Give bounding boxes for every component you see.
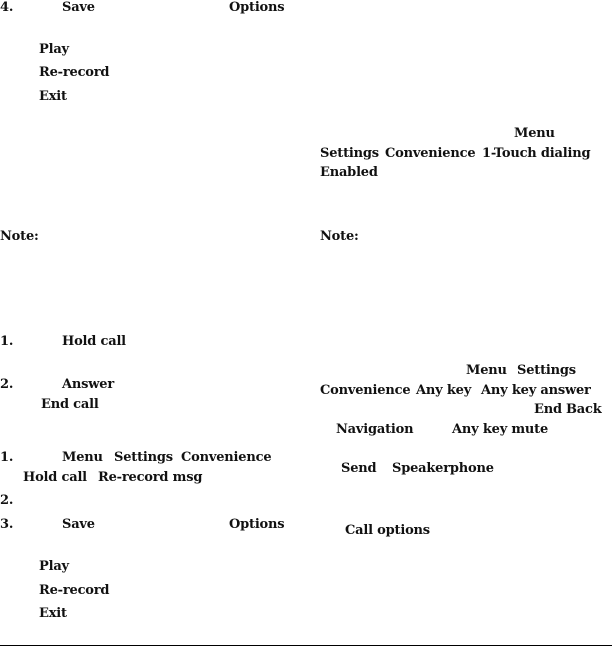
settings-label: Settings <box>114 450 173 465</box>
call-options-label: Call options <box>345 523 430 538</box>
save-label: Save <box>62 517 95 532</box>
option-re-record: Re-record <box>39 65 110 80</box>
step-number: 2. <box>0 377 14 392</box>
hold-call-label: Hold call <box>62 334 126 349</box>
step-number: 3. <box>0 517 14 532</box>
option-play: Play <box>39 559 69 574</box>
step-number: 4. <box>0 0 14 15</box>
options-label: Options <box>229 0 285 15</box>
one-touch-dialing-label: 1-Touch dialing <box>482 146 591 161</box>
speakerphone-label: Speakerphone <box>392 461 494 476</box>
settings-label: Settings <box>320 146 379 161</box>
any-key-mute-label: Any key mute <box>452 422 549 437</box>
options-label: Options <box>229 517 285 532</box>
settings-label: Settings <box>517 363 576 378</box>
step-number: 2. <box>0 493 14 508</box>
option-exit: Exit <box>39 89 67 104</box>
any-key-label: Any key <box>416 383 472 398</box>
page-divider <box>0 645 612 646</box>
hold-call-label: Hold call <box>23 470 87 485</box>
send-label: Send <box>341 461 377 476</box>
option-play: Play <box>39 42 69 57</box>
note-label: Note: <box>320 229 359 244</box>
convenience-label: Convenience <box>385 146 476 161</box>
convenience-label: Convenience <box>181 450 272 465</box>
back-label: Back <box>566 402 602 417</box>
any-key-answer-label: Any key answer <box>481 383 591 398</box>
option-exit: Exit <box>39 606 67 621</box>
save-label: Save <box>62 0 95 15</box>
end-label: End <box>534 402 562 417</box>
convenience-label: Convenience <box>320 383 411 398</box>
menu-label: Menu <box>62 450 103 465</box>
menu-label: Menu <box>466 363 507 378</box>
note-label: Note: <box>0 229 39 244</box>
enabled-label: Enabled <box>320 165 378 180</box>
navigation-label: Navigation <box>336 422 414 437</box>
step-number: 1. <box>0 334 14 349</box>
step-number: 1. <box>0 450 14 465</box>
menu-label: Menu <box>514 126 555 141</box>
end-call-label: End call <box>41 397 99 412</box>
re-record-msg-label: Re-record msg <box>98 470 203 485</box>
answer-label: Answer <box>62 377 114 392</box>
option-re-record: Re-record <box>39 583 110 598</box>
